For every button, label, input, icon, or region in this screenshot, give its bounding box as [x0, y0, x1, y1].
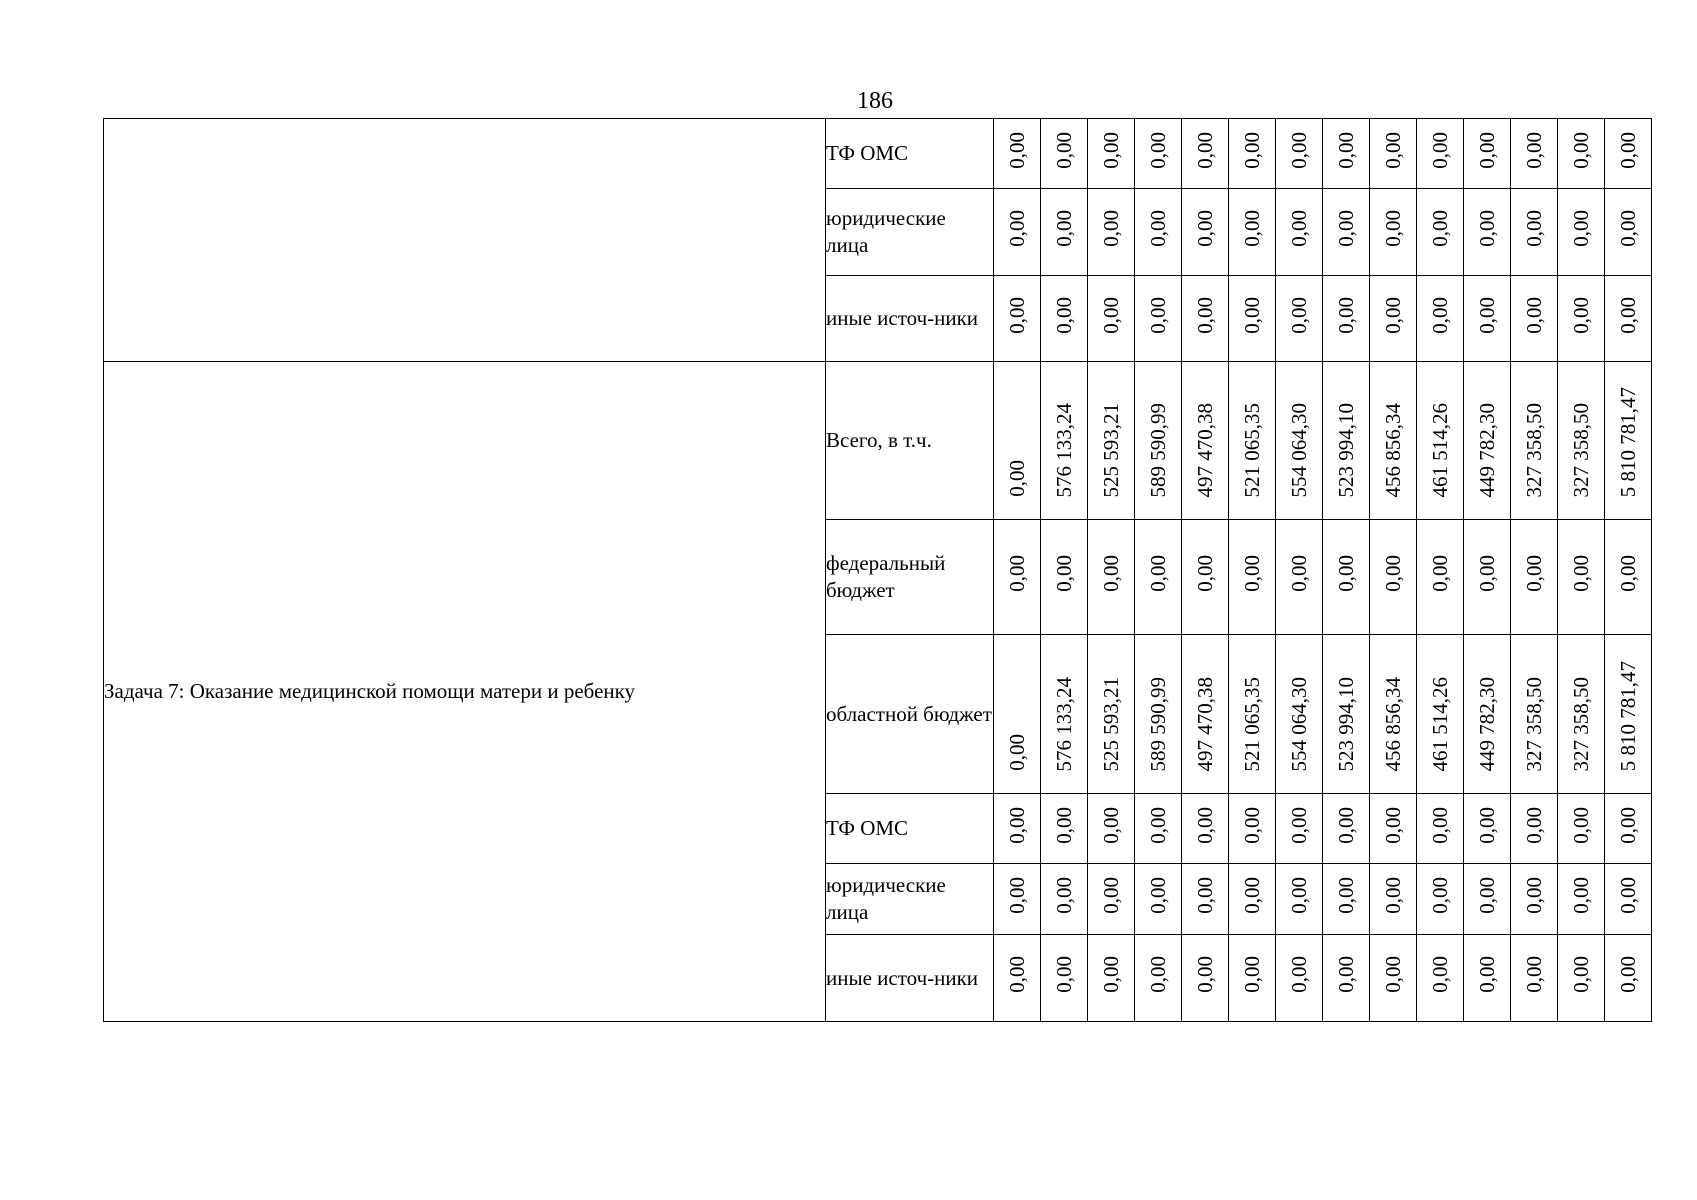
- task-cell: Задача 7: Оказание медицинской помощи матери и ребенку: [104, 362, 826, 1022]
- value-cell: [1464, 935, 1511, 1022]
- value-cell: [1182, 189, 1229, 276]
- value-text: 0,00: [1475, 131, 1499, 169]
- value-cell: [1605, 276, 1652, 362]
- value-cell: [1135, 520, 1182, 635]
- value-text: 589 590,99: [1146, 676, 1170, 771]
- value-cell: [1370, 794, 1417, 864]
- value-text: 0,00: [1616, 296, 1640, 334]
- value-text: 523 994,10: [1334, 402, 1358, 497]
- value-cell: [1464, 189, 1511, 276]
- value-text: 0,00: [1334, 555, 1358, 592]
- value-cell: [1229, 189, 1276, 276]
- value-cell: [994, 119, 1041, 189]
- value-text: 0,00: [1193, 210, 1217, 247]
- value-cell: [1370, 864, 1417, 935]
- value-text: 0,00: [1005, 877, 1029, 914]
- value-cell: [1464, 864, 1511, 935]
- value-cell: [1323, 276, 1370, 362]
- value-text: 0,00: [1381, 210, 1405, 247]
- value-text: 0,00: [1428, 555, 1452, 592]
- value-cell: [994, 189, 1041, 276]
- value-cell: [1558, 864, 1605, 935]
- value-text: 0,00: [1475, 806, 1499, 844]
- value-text: 0,00: [1616, 956, 1640, 993]
- value-text: 0,00: [1146, 806, 1170, 844]
- value-text: 0,00: [1569, 555, 1593, 592]
- value-cell: [1135, 276, 1182, 362]
- value-cell: [994, 362, 1041, 520]
- value-cell: [1464, 276, 1511, 362]
- value-text: 0,00: [1287, 210, 1311, 247]
- value-cell: [1276, 794, 1323, 864]
- value-cell: [1041, 794, 1088, 864]
- value-cell: [1605, 362, 1652, 520]
- value-text: 576 133,24: [1052, 676, 1076, 771]
- value-text: 0,00: [1005, 956, 1029, 993]
- value-cell: [1182, 362, 1229, 520]
- value-cell: [1511, 362, 1558, 520]
- value-cell: [1511, 864, 1558, 935]
- value-text: 0,00: [1099, 296, 1123, 334]
- value-cell: [1182, 520, 1229, 635]
- value-cell: [1464, 635, 1511, 794]
- value-text: 0,00: [1334, 131, 1358, 169]
- value-text: 0,00: [1428, 131, 1452, 169]
- value-cell: [1511, 935, 1558, 1022]
- value-text: 0,00: [1005, 210, 1029, 247]
- value-text: 0,00: [1287, 131, 1311, 169]
- value-text: 0,00: [1099, 877, 1123, 914]
- value-text: 0,00: [1381, 131, 1405, 169]
- value-text: 0,00: [1005, 734, 1029, 771]
- value-text: 0,00: [1146, 877, 1170, 914]
- value-cell: [1511, 794, 1558, 864]
- value-cell: [1088, 119, 1135, 189]
- value-text: 461 514,26: [1428, 402, 1452, 497]
- value-cell: [1041, 276, 1088, 362]
- value-cell: [1276, 276, 1323, 362]
- value-cell: [1323, 635, 1370, 794]
- value-text: 0,00: [1052, 555, 1076, 592]
- value-cell: [1088, 794, 1135, 864]
- value-text: 0,00: [1052, 210, 1076, 247]
- value-text: 0,00: [1522, 296, 1546, 334]
- value-text: 0,00: [1428, 956, 1452, 993]
- value-text: 0,00: [1334, 210, 1358, 247]
- value-cell: [1370, 189, 1417, 276]
- value-text: 576 133,24: [1052, 402, 1076, 497]
- value-cell: [1370, 935, 1417, 1022]
- value-text: 0,00: [1475, 956, 1499, 993]
- value-text: 0,00: [1193, 806, 1217, 844]
- value-text: 0,00: [1522, 806, 1546, 844]
- value-text: 0,00: [1146, 131, 1170, 169]
- value-cell: [1182, 119, 1229, 189]
- value-cell: [1229, 119, 1276, 189]
- value-text: 0,00: [1287, 296, 1311, 334]
- value-cell: [1135, 794, 1182, 864]
- value-cell: [1370, 362, 1417, 520]
- value-text: 0,00: [1099, 806, 1123, 844]
- value-text: 0,00: [1616, 210, 1640, 247]
- value-text: 0,00: [1287, 956, 1311, 993]
- value-cell: [1088, 520, 1135, 635]
- value-text: 0,00: [1240, 555, 1264, 592]
- value-cell: [1417, 119, 1464, 189]
- value-cell: [1182, 864, 1229, 935]
- value-text: 0,00: [1240, 131, 1264, 169]
- page-number: 186: [857, 88, 893, 114]
- value-text: 0,00: [1334, 877, 1358, 914]
- value-cell: [1558, 276, 1605, 362]
- value-text: 0,00: [1005, 131, 1029, 169]
- value-text: 525 593,21: [1099, 676, 1123, 771]
- value-cell: [1041, 520, 1088, 635]
- value-text: 449 782,30: [1475, 402, 1499, 497]
- value-cell: [1041, 119, 1088, 189]
- value-text: 554 064,30: [1287, 402, 1311, 497]
- value-text: 0,00: [1334, 296, 1358, 334]
- value-cell: [1511, 189, 1558, 276]
- value-text: 0,00: [1522, 555, 1546, 592]
- value-text: 5 810 781,47: [1616, 660, 1640, 771]
- value-cell: [1041, 864, 1088, 935]
- value-cell: [1417, 864, 1464, 935]
- value-cell: [1229, 276, 1276, 362]
- value-text: 327 358,50: [1569, 676, 1593, 771]
- value-cell: [1417, 935, 1464, 1022]
- value-text: 0,00: [1240, 877, 1264, 914]
- value-text: 0,00: [1522, 210, 1546, 247]
- value-text: 0,00: [1052, 877, 1076, 914]
- value-cell: [1088, 935, 1135, 1022]
- value-text: 0,00: [1522, 956, 1546, 993]
- value-cell: [1323, 794, 1370, 864]
- value-cell: [1370, 276, 1417, 362]
- value-text: 327 358,50: [1522, 676, 1546, 771]
- value-text: 0,00: [1569, 806, 1593, 844]
- value-text: 0,00: [1569, 956, 1593, 993]
- value-text: 0,00: [1381, 806, 1405, 844]
- value-text: 0,00: [1005, 296, 1029, 334]
- value-text: 0,00: [1475, 555, 1499, 592]
- value-text: 0,00: [1193, 956, 1217, 993]
- value-cell: [1558, 119, 1605, 189]
- value-text: 327 358,50: [1522, 402, 1546, 497]
- value-text: 0,00: [1193, 877, 1217, 914]
- value-cell: [1558, 520, 1605, 635]
- value-text: 0,00: [1193, 555, 1217, 592]
- value-cell: [1558, 189, 1605, 276]
- value-text: 0,00: [1475, 296, 1499, 334]
- value-cell: [1229, 794, 1276, 864]
- value-cell: [1605, 189, 1652, 276]
- value-text: 327 358,50: [1569, 402, 1593, 497]
- value-cell: [1323, 520, 1370, 635]
- value-cell: [1323, 362, 1370, 520]
- value-cell: [994, 935, 1041, 1022]
- value-text: 0,00: [1099, 131, 1123, 169]
- value-text: 5 810 781,47: [1616, 386, 1640, 497]
- value-text: 0,00: [1193, 296, 1217, 334]
- value-cell: [1088, 189, 1135, 276]
- value-text: 0,00: [1334, 806, 1358, 844]
- value-cell: [1464, 794, 1511, 864]
- value-cell: [1182, 276, 1229, 362]
- value-text: 0,00: [1522, 131, 1546, 169]
- value-text: 456 856,34: [1381, 676, 1405, 771]
- value-text: 0,00: [1475, 210, 1499, 247]
- value-cell: [1558, 362, 1605, 520]
- value-cell: [1276, 189, 1323, 276]
- value-text: 0,00: [1052, 296, 1076, 334]
- value-text: 0,00: [1381, 296, 1405, 334]
- value-text: 521 065,35: [1240, 676, 1264, 771]
- value-cell: [1229, 362, 1276, 520]
- funding-source-cell: федеральный бюджет: [826, 520, 994, 635]
- value-text: 0,00: [1240, 296, 1264, 334]
- value-cell: [1605, 520, 1652, 635]
- funding-source-cell: областной бюджет: [826, 635, 994, 794]
- value-text: 0,00: [1240, 210, 1264, 247]
- value-cell: [1558, 935, 1605, 1022]
- value-cell: [1605, 794, 1652, 864]
- funding-source-cell: иные источ-ники: [826, 276, 994, 362]
- value-cell: [1276, 119, 1323, 189]
- value-cell: [1276, 362, 1323, 520]
- value-cell: [1464, 520, 1511, 635]
- value-text: 0,00: [1569, 296, 1593, 334]
- value-cell: [1464, 362, 1511, 520]
- value-cell: [1605, 864, 1652, 935]
- value-text: 0,00: [1616, 131, 1640, 169]
- funding-source-cell: Всего, в т.ч.: [826, 362, 994, 520]
- value-text: 0,00: [1193, 131, 1217, 169]
- value-cell: [1229, 635, 1276, 794]
- value-cell: [1511, 119, 1558, 189]
- value-text: 0,00: [1287, 806, 1311, 844]
- value-text: 0,00: [1146, 555, 1170, 592]
- value-text: 0,00: [1099, 956, 1123, 993]
- value-cell: [1417, 520, 1464, 635]
- value-cell: [1558, 794, 1605, 864]
- value-cell: [1135, 635, 1182, 794]
- value-cell: [1511, 635, 1558, 794]
- value-text: 0,00: [1569, 877, 1593, 914]
- value-cell: [1323, 935, 1370, 1022]
- value-text: 0,00: [1428, 296, 1452, 334]
- value-text: 521 065,35: [1240, 402, 1264, 497]
- value-text: 0,00: [1522, 877, 1546, 914]
- value-cell: [1041, 935, 1088, 1022]
- value-text: 523 994,10: [1334, 676, 1358, 771]
- value-text: 0,00: [1616, 806, 1640, 844]
- value-cell: [1041, 189, 1088, 276]
- value-cell: [1605, 635, 1652, 794]
- value-cell: [1182, 794, 1229, 864]
- value-text: 0,00: [1428, 877, 1452, 914]
- value-text: 0,00: [1052, 131, 1076, 169]
- value-text: 0,00: [1099, 210, 1123, 247]
- value-cell: [1276, 635, 1323, 794]
- value-cell: [1323, 119, 1370, 189]
- value-text: 0,00: [1146, 210, 1170, 247]
- value-cell: [994, 520, 1041, 635]
- value-text: 0,00: [1099, 555, 1123, 592]
- value-cell: [1276, 864, 1323, 935]
- value-text: 0,00: [1005, 806, 1029, 844]
- value-cell: [1041, 362, 1088, 520]
- value-cell: [994, 635, 1041, 794]
- table-row: [104, 119, 1652, 189]
- funding-source-cell: иные источ-ники: [826, 935, 994, 1022]
- value-cell: [1276, 520, 1323, 635]
- funding-source-cell: ТФ ОМС: [826, 794, 994, 864]
- value-text: 0,00: [1146, 956, 1170, 993]
- value-cell: [1088, 864, 1135, 935]
- value-cell: [994, 276, 1041, 362]
- value-cell: [1135, 935, 1182, 1022]
- value-text: 0,00: [1381, 555, 1405, 592]
- value-cell: [1088, 276, 1135, 362]
- value-cell: [1511, 520, 1558, 635]
- value-cell: [1041, 635, 1088, 794]
- funding-source-cell: юридические лица: [826, 864, 994, 935]
- value-text: 461 514,26: [1428, 676, 1452, 771]
- value-cell: [1370, 635, 1417, 794]
- value-text: 0,00: [1381, 956, 1405, 993]
- value-cell: [1323, 864, 1370, 935]
- value-text: 589 590,99: [1146, 402, 1170, 497]
- value-cell: [1229, 864, 1276, 935]
- value-cell: [1182, 935, 1229, 1022]
- value-cell: [1276, 935, 1323, 1022]
- value-cell: [1417, 276, 1464, 362]
- value-text: 0,00: [1616, 877, 1640, 914]
- value-text: 0,00: [1428, 210, 1452, 247]
- value-cell: [1323, 189, 1370, 276]
- value-cell: [1182, 635, 1229, 794]
- table-row: [104, 362, 1652, 520]
- funding-source-cell: юридические лица: [826, 189, 994, 276]
- value-cell: [1417, 189, 1464, 276]
- value-text: 0,00: [1240, 956, 1264, 993]
- value-text: 497 470,38: [1193, 676, 1217, 771]
- value-cell: [1558, 635, 1605, 794]
- value-text: 0,00: [1146, 296, 1170, 334]
- value-text: 0,00: [1287, 877, 1311, 914]
- value-cell: [1417, 794, 1464, 864]
- value-cell: [1088, 362, 1135, 520]
- value-cell: [1511, 276, 1558, 362]
- value-text: 497 470,38: [1193, 402, 1217, 497]
- value-text: 0,00: [1240, 806, 1264, 844]
- value-cell: [1605, 935, 1652, 1022]
- value-text: 0,00: [1287, 555, 1311, 592]
- task-cell: [104, 119, 826, 362]
- value-cell: [1135, 362, 1182, 520]
- value-cell: [1088, 635, 1135, 794]
- value-text: 456 856,34: [1381, 402, 1405, 497]
- funding-source-cell: ТФ ОМС: [826, 119, 994, 189]
- value-cell: [1417, 635, 1464, 794]
- value-cell: [1464, 119, 1511, 189]
- value-cell: [1229, 520, 1276, 635]
- value-cell: [1370, 520, 1417, 635]
- value-cell: [1417, 362, 1464, 520]
- value-text: 0,00: [1052, 806, 1076, 844]
- value-text: 0,00: [1052, 956, 1076, 993]
- value-cell: [994, 794, 1041, 864]
- value-cell: [1135, 189, 1182, 276]
- value-cell: [1135, 864, 1182, 935]
- value-cell: [994, 864, 1041, 935]
- value-text: 0,00: [1005, 555, 1029, 592]
- value-cell: [1229, 935, 1276, 1022]
- value-text: 449 782,30: [1475, 676, 1499, 771]
- value-text: 554 064,30: [1287, 676, 1311, 771]
- budget-table: [103, 118, 1652, 1022]
- value-text: 525 593,21: [1099, 402, 1123, 497]
- value-text: 0,00: [1334, 956, 1358, 993]
- value-cell: [1605, 119, 1652, 189]
- value-text: 0,00: [1569, 131, 1593, 169]
- value-text: 0,00: [1569, 210, 1593, 247]
- value-text: 0,00: [1005, 460, 1029, 497]
- value-text: 0,00: [1616, 555, 1640, 592]
- value-cell: [1135, 119, 1182, 189]
- value-text: 0,00: [1475, 877, 1499, 914]
- value-cell: [1370, 119, 1417, 189]
- value-text: 0,00: [1381, 877, 1405, 914]
- value-text: 0,00: [1428, 806, 1452, 844]
